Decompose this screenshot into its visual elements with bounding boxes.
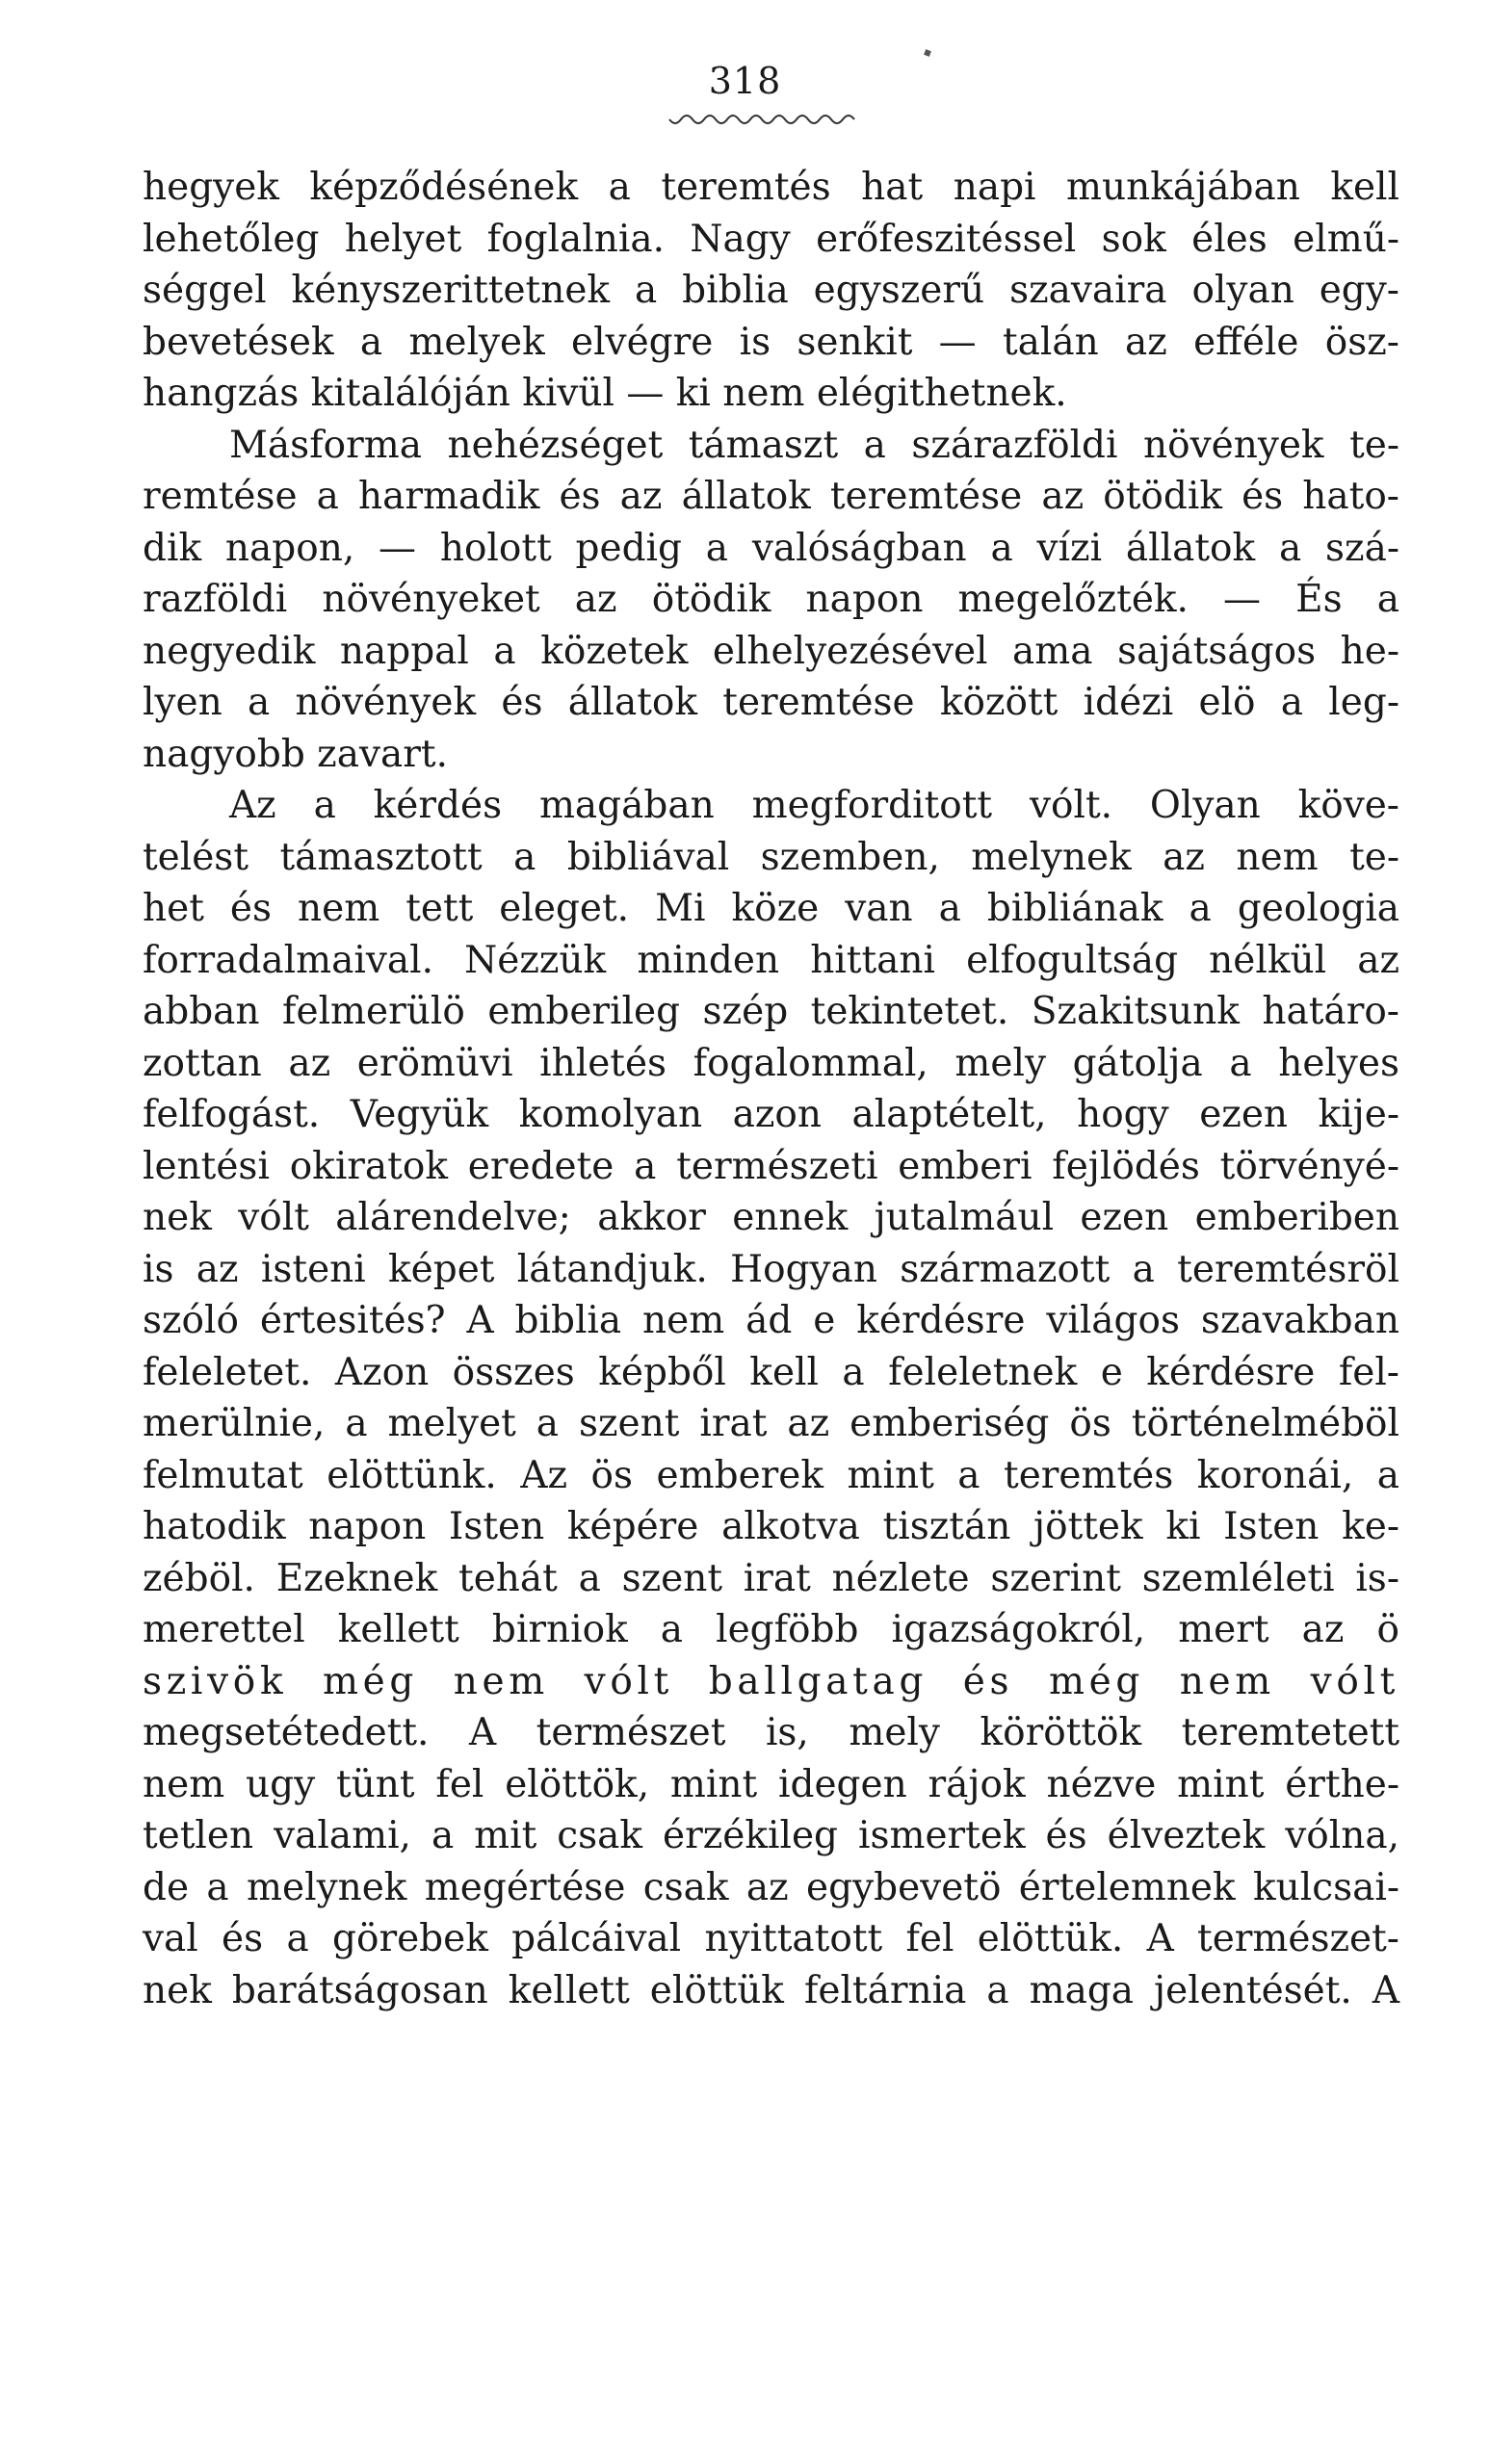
text-line: nagyobb zavart. [143,732,448,776]
text-line: nek vólt alárendelve; akkor ennek jutalmául ezen emberiben [143,1196,1399,1239]
text-line: nek barátságosan kellett elöttük feltárnia a maga jelentését. A [143,1968,1399,2012]
body-text [143,162,1399,2016]
emphasized-text-line: szivök még nem vólt ballgatag és még nem vólt [143,1659,1399,1703]
text-line: razföldi növényeket az ötödik napon megelőzték. — És a [143,578,1399,621]
text-line: nem ugy tünt fel elöttök, mint idegen rájok nézve mint érthe- [143,1762,1399,1806]
text-line: tetlen valami, a mit csak érzékileg ismertek és élveztek vólna, [143,1814,1399,1857]
text-line: hegyek képződésének a teremtés hat napi munkájában kell [143,166,1399,209]
text-line: bevetések a melyek elvégre is senkit — talán az efféle ösz- [143,320,1399,364]
text-line: lentési okiratok eredete a természeti emberi fejlödés törvényé- [143,1144,1399,1188]
text-line: zottan az erömüvi ihletés fogalommal, mely gátolja a helyes [143,1041,1399,1085]
text-line: merülnie, a melyet a szent irat az emberiség ös történelméböl [143,1402,1399,1445]
text-line: val és a görebek pálcáival nyittatott fel elöttük. A természet- [143,1917,1399,1960]
text-line: hatodik napon Isten képére alkotva tisztán jöttek ki Isten ke- [143,1505,1399,1548]
text-line: remtése a harmadik és az állatok teremtése az ötödik és hato- [143,475,1399,518]
text-line: de a melynek megértése csak az egybevetö értelemnek kulcsai- [143,1865,1399,1909]
page-number: 318 [708,60,782,102]
text-line: megsetétedett. A természet is, mely köröttök teremtetett [143,1711,1399,1754]
text-line: forradalmaival. Nézzük minden hittani elfogultság nélkül az [143,938,1399,982]
text-line: lyen a növények és állatok teremtése között idézi elö a leg- [143,681,1399,724]
text-line: telést támasztott a bibliával szemben, melynek az nem te- [143,835,1399,879]
text-line: dik napon, — holott pedig a valóságban a vízi állatok a szá- [143,526,1399,570]
text-line: szóló értesités? A biblia nem ád e kérdésre világos szavakban [143,1299,1399,1342]
text-line: felmutat elöttünk. Az ös emberek mint a teremtés koronái, a [143,1453,1399,1497]
text-line: lehetőleg helyet foglalnia. Nagy erőfeszitéssel sok éles elmű- [143,217,1399,261]
text-line: zéböl. Ezeknek tehát a szent irat nézlete szerint szemléleti is- [143,1556,1399,1600]
text-line: negyedik nappal a közetek elhelyezésével ama sajátságos he- [143,629,1399,673]
text-line: merettel kellett birniok a legföbb igazságokról, mert az ö [143,1608,1399,1651]
text-line: hangzás kitalálóján kivül — ki nem elégithetnek. [143,372,1067,415]
text-line: séggel kényszerittetnek a biblia egyszerű szavaira olyan egy- [143,269,1399,312]
text-line: is az isteni képet látandjuk. Hogyan származott a teremtésröl [143,1247,1399,1291]
text-line: het és nem tett eleget. Mi köze van a bibliának a geologia [143,887,1399,930]
page-number-ornament [667,114,860,131]
paragraph-start-line: Az a kérdés magában megforditott vólt. Olyan köve- [229,784,1399,827]
text-line: feleletet. Azon összes képből kell a feleletnek e kérdésre fel- [143,1350,1399,1394]
text-line: felfogást. Vegyük komolyan azon alaptételt, hogy ezen kije- [143,1093,1399,1136]
paragraph-start-line: Másforma nehézséget támaszt a szárazföldi növények te- [229,423,1399,467]
print-speck [924,49,931,57]
text-line: abban felmerülö emberileg szép tekintetet. Szakitsunk határo- [143,990,1399,1033]
